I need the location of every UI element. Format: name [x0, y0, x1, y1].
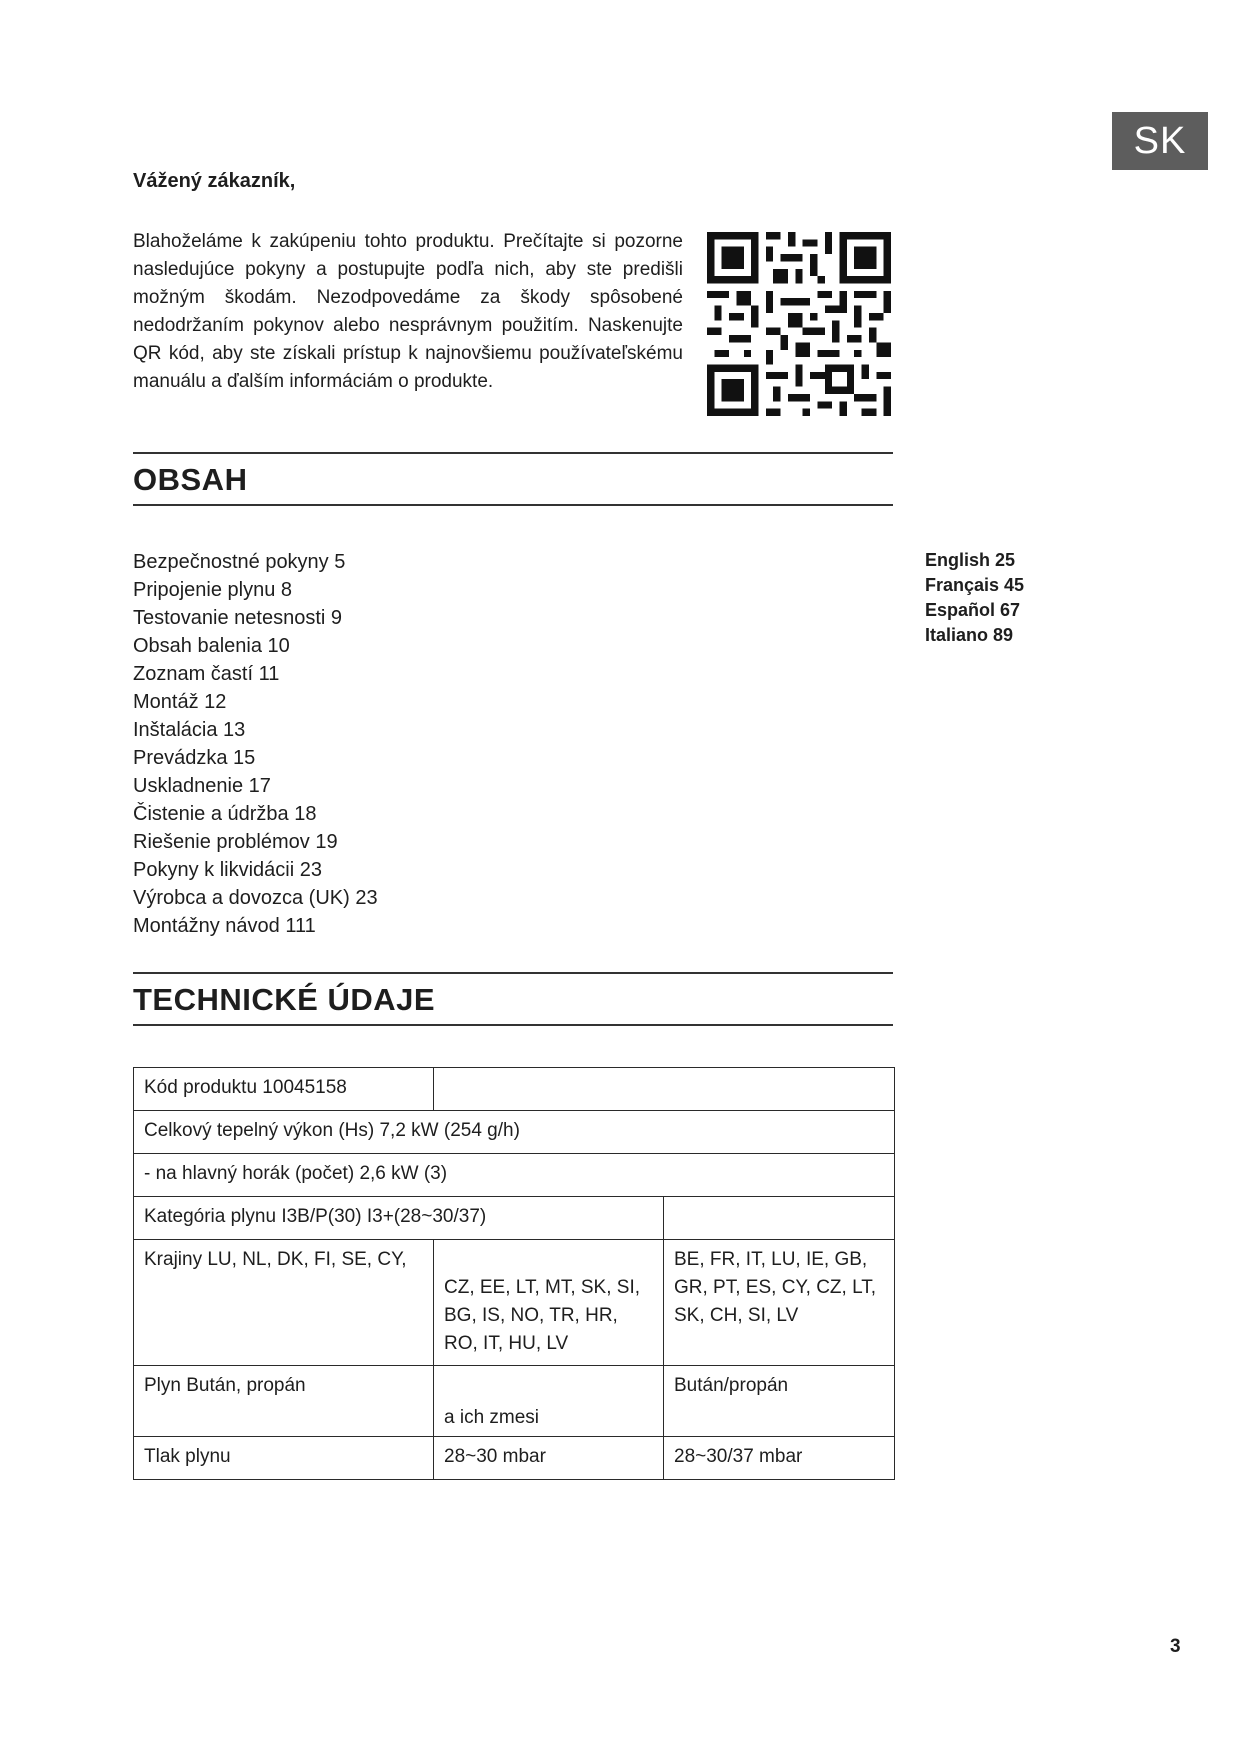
toc-item[interactable]: Čistenie a údržba 18	[133, 803, 317, 825]
greeting: Vážený zákazník,	[133, 170, 296, 192]
toc-item[interactable]: Obsah balenia 10	[133, 635, 290, 657]
pressure-label-cell: Tlak plynu	[134, 1437, 434, 1480]
total-output-cell: Celkový tepelný výkon (Hs) 7,2 kW (254 g/h)	[134, 1111, 895, 1154]
empty-cell	[664, 1197, 895, 1240]
gas-col2-cell: a ich zmesi	[434, 1366, 664, 1437]
intro-paragraph: Blahoželáme k zakúpeniu tohto produktu. Prečítajte si pozorne nasledujúce pokyny a postupujte podľa nich, aby ste predišli možným škodám. Nezodpovedáme za škody spôsobené nedodržaním pokynov alebo nesprávnym použitím. Naskenujte QR kód, aby ste získali prístup k najnovšiemu používateľskému manuálu a ďalším informáciám o produkte.	[133, 231, 683, 392]
table-row	[134, 1240, 895, 1366]
toc-item[interactable]: Pripojenie plynu 8	[133, 579, 292, 601]
qr-code	[707, 232, 891, 416]
main-burner-cell: - na hlavný horák (počet) 2,6 kW (3)	[134, 1154, 895, 1197]
toc-item[interactable]: Uskladnenie 17	[133, 775, 271, 797]
language-item-english[interactable]: English 25	[925, 550, 1016, 570]
divider-top-obsah	[133, 452, 893, 454]
language-index	[925, 548, 1024, 648]
toc-item[interactable]: Testovanie netesnosti 9	[133, 607, 343, 629]
empty-cell	[434, 1068, 895, 1111]
language-item-espanol[interactable]: Español 67	[925, 600, 1021, 620]
divider-bottom-tech	[133, 1024, 893, 1026]
page-number: 3	[1170, 1636, 1181, 1657]
gas-col3-cell: Bután/propán	[664, 1366, 895, 1437]
table-row	[134, 1154, 895, 1197]
pressure-col2-cell: 28~30 mbar	[434, 1437, 664, 1480]
toc-item[interactable]: Montáž 12	[133, 691, 227, 713]
toc-item[interactable]: Prevádzka 15	[133, 747, 256, 769]
table-row	[134, 1366, 895, 1437]
obsah-title: OBSAH	[133, 462, 248, 497]
toc-item[interactable]: Pokyny k likvidácii 23	[133, 859, 322, 881]
divider-top-tech	[133, 972, 893, 974]
pressure-col3-cell: 28~30/37 mbar	[664, 1437, 895, 1480]
language-tab: SK	[1112, 112, 1208, 170]
language-item-italiano[interactable]: Italiano 89	[925, 625, 1014, 645]
toc-item[interactable]: Montážny návod 111	[133, 915, 316, 937]
table-row	[134, 1197, 895, 1240]
tech-title: TECHNICKÉ ÚDAJE	[133, 982, 436, 1017]
toc-item[interactable]: Bezpečnostné pokyny 5	[133, 551, 346, 573]
gas-label-cell: Plyn Bután, propán	[134, 1366, 434, 1437]
toc-item[interactable]: Zoznam častí 11	[133, 663, 280, 685]
language-item-francais[interactable]: Français 45	[925, 575, 1025, 595]
table-row	[134, 1437, 895, 1480]
toc-item[interactable]: Výrobca a dovozca (UK) 23	[133, 887, 378, 909]
countries-col2-cell: CZ, EE, LT, MT, SK, SI, BG, IS, NO, TR, HR, RO, IT, HU, LV	[434, 1240, 664, 1366]
toc-item[interactable]: Inštalácia 13	[133, 719, 246, 741]
table-row	[134, 1111, 895, 1154]
gas-category-cell: Kategória plynu I3B/P(30) I3+(28~30/37)	[134, 1197, 664, 1240]
countries-col3-cell: BE, FR, IT, LU, IE, GB, GR, PT, ES, CY, CZ, LT, SK, CH, SI, LV	[664, 1240, 895, 1366]
table-of-contents	[133, 548, 378, 940]
countries-label-cell: Krajiny LU, NL, DK, FI, SE, CY,	[134, 1240, 434, 1366]
divider-bottom-obsah	[133, 504, 893, 506]
tech-spec-table	[133, 1067, 895, 1480]
toc-item[interactable]: Riešenie problémov 19	[133, 831, 338, 853]
product-code-cell: Kód produktu 10045158	[134, 1068, 434, 1111]
table-row	[134, 1068, 895, 1111]
